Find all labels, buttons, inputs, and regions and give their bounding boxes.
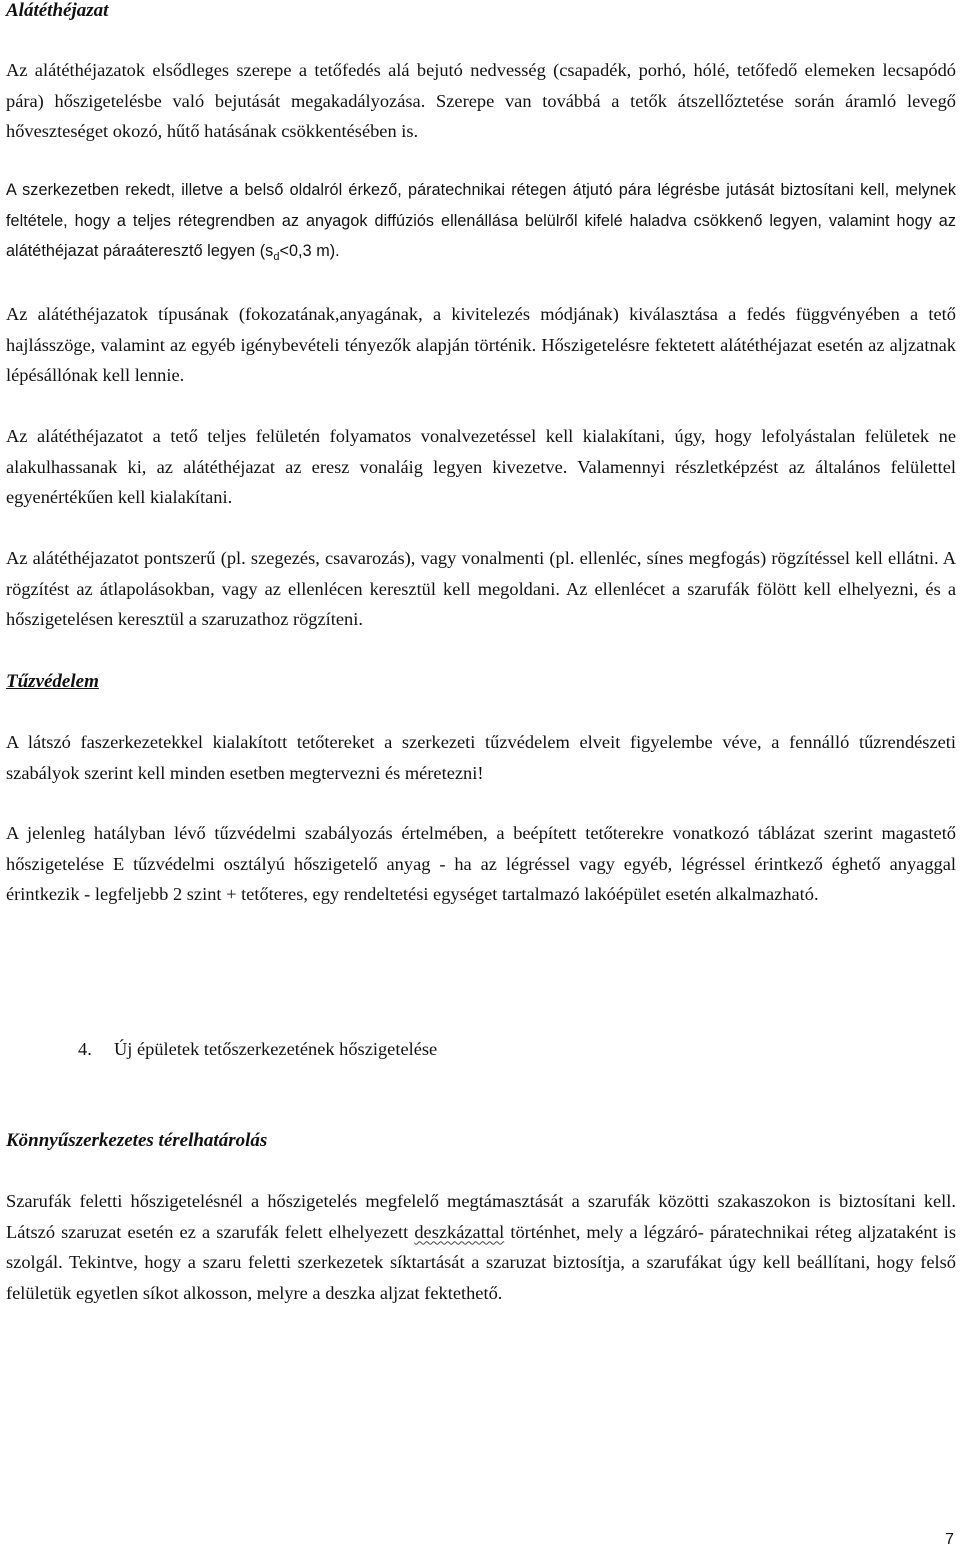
heading-alatethejazat: Alátéthéjazat: [6, 0, 109, 21]
paragraph-konnyuszerkezetes-1-rest: történhet, mely a légzáró- páratechnikai réteg aljzataként is szolgál. Tekintve, hogy a szaru feletti szerkezetek síktartását a szaruzat biztosítja, a szarufákat úgy kell beállítani, hogy felső felületük egyetlen síkot alkosson, melyre a deszka aljzat fektethető.: [6, 1221, 957, 1303]
chapter-title: Új épületek tetőszerkezetének hőszigetelése: [114, 1039, 438, 1059]
spellcheck-marked-word: deszkázattal: [414, 1221, 505, 1242]
paragraph-alatethejazat-4: Az alátéthéjazatot a tető teljes felületén folyamatos vonalvezetéssel kell kialakítani, úgy, hogy lefolyástalan felületek ne alakulhassanak ki, az alátéthéjazat az eresz vonaláig legyen kivezetve. Valamennyi részletképzést az általános felülettel egyenértékűen kell kialakítani.: [6, 426, 956, 507]
paragraph-konnyuszerkezetes-1-text: Szarufák feletti hőszigetelésnél a hőszigetelés megfelelő megtámasztását a szarufák közötti szakaszokon is biztosítani kell. Látszó szaruzat esetén ez a szarufák felett elhelyezett: [6, 1191, 956, 1242]
heading-tuzvedelem: Tűzvédelem: [6, 671, 99, 692]
paragraph-alatethejazat-5: Az alátéthéjazatot pontszerű (pl. szegezés, csavarozás), vagy vonalmenti (pl. ellenléc, sínes megfogás) rögzítéssel kell ellátni. A rögzítést az átlapolásokban, vagy az ellenlécen keresztül kell megoldani. Az ellenlécet a szarufák fölött kell elhelyezni, és a hőszigetelésen keresztül a szaruzathoz rögzíteni.: [6, 548, 956, 629]
paragraph-tuzvedelem-2: A jelenleg hatályban lévő tűzvédelmi szabályozás értelmében, a beépített tetőterekre vonatkozó táblázat szerint magastető hőszigetelése E tűzvédelmi osztályú hőszigetelő anyag - ha az légréssel vagy egyéb, légréssel érintkező éghető anyaggal érintkezik - legfeljebb 2 szint + tetőteres, egy rendeltetési egységet tartalmazó lakóépület esetén alkalmazható.: [6, 823, 956, 904]
chapter-heading-4: [78, 1038, 437, 1060]
paragraph-alatethejazat-1: Az alátéthéjazatok elsődleges szerepe a tetőfedés alá bejutó nedvesség (csapadék, porhó, hólé, tetőfedő elemeken lecsapódó pára) hőszigetelésbe való bejutását megakadályozása. Szerepe van továbbá a tetők átszellőztetése során áramló levegő hőveszteséget okozó, hűtő hatásának csökkentésében is.: [6, 60, 956, 141]
paragraph-alatethejazat-2-end: <0,3 m).: [279, 242, 340, 260]
paragraph-tuzvedelem-1: A látszó faszerkezetekkel kialakított tetőtereket a szerkezeti tűzvédelem elveit figyelembe véve, a fennálló tűzrendészeti szabályok szerint kell minden esetben megtervezni és méretezni!: [6, 732, 956, 783]
page-number: 7: [945, 1531, 954, 1548]
subscript-d: d: [273, 251, 280, 264]
heading-konnyuszerkezetes: Könnyűszerkezetes térelhatárolás: [6, 1130, 268, 1151]
paragraph-alatethejazat-3: Az alátéthéjazatok típusának (fokozatának,anyagának, a kivitelezés módjának) kiválasztása a fedés függvényében a tető hajlásszöge, valamint az egyéb igénybevételi tényezők alapján történik. Hőszigetelésre fektetett alátéthéjazat esetén az aljzatnak lépésállónak kell lennie.: [6, 304, 956, 385]
paragraph-alatethejazat-2-text: A szerkezetben rekedt, illetve a belső oldalról érkező, páratechnikai rétegen átjutó pára légrésbe jutását biztosítani kell, melynek feltétele, hogy a teljes rétegrendben az anyagok diffúziós ellenállása belülről kifelé haladva csökkenő legyen, valamint hogy az alátéthéjazat páraáteresztő legyen (s: [6, 181, 956, 260]
paragraph-konnyuszerkezetes-1: [6, 1186, 956, 1308]
chapter-number: 4.: [78, 1039, 92, 1059]
paragraph-alatethejazat-2: [6, 175, 956, 267]
